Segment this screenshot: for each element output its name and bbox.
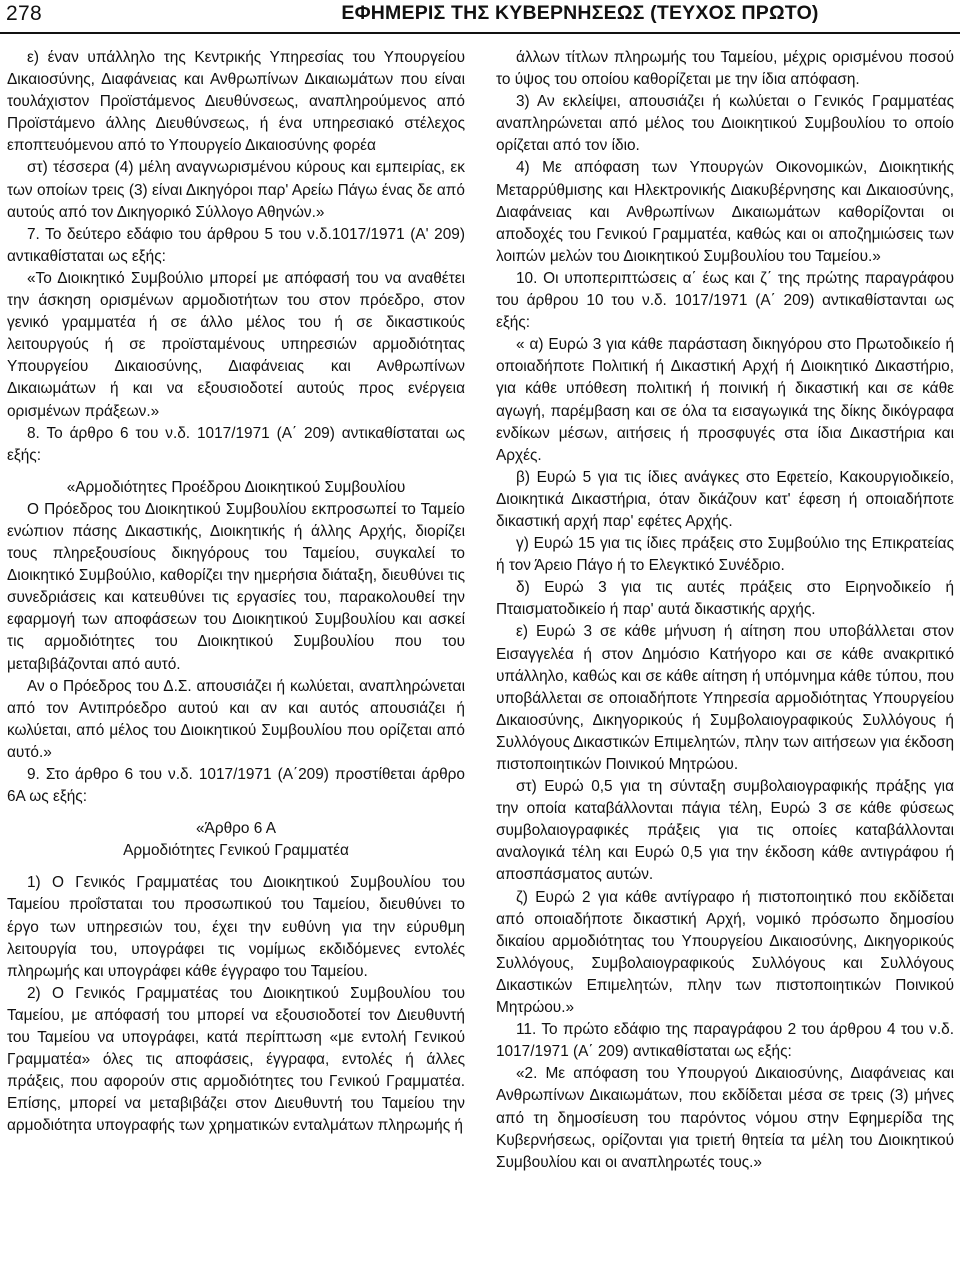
- paragraph: «2. Με απόφαση του Υπουργού Δικαιοσύνης, Διαφάνειας και Ανθρωπίνων Δικαιωμάτων, που εκδίδεται μέσα σε τρεις (3) μήνες από τη δημοσίευση του παρόντος νόμου στην Εφημερίδα της Κυβερνήσεως, ορίζονται για τριετή θητεία τα μέλη του Διοικητικού Συμβουλίου και οι αναπληρωτές τους.»: [496, 1065, 954, 1171]
- section-heading: «Αρμοδιότητες Προέδρου Διοικητικού Συμβουλίου: [66, 478, 406, 496]
- paragraph: 11. Το πρώτο εδάφιο της παραγράφου 2 του άρθρου 4 του ν.δ. 1017/1971 (Α΄ 209) αντικαθίσταται ως εξής:: [496, 1021, 954, 1061]
- paragraph: 9. Στο άρθρο 6 του ν.δ. 1017/1971 (Α΄209) προστίθεται άρθρο 6Α ως εξής:: [7, 766, 465, 806]
- paragraph: 2) Ο Γενικός Γραμματέας του Διοικητικού Συμβουλίου του Ταμείου, με απόφασή του μπορεί να εξουσιοδοτεί τον Διευθυντή του Ταμείου να υπογράφει, κατά περίπτωση «με εντολή Γενικού Γραμματέα» όλες τις αποφάσεις, έγγραφα, εντολές ή άλλες πράξεις, που αφορούν στις αρμοδιότητες του Γενικού Γραμματέα. Επίσης, μπορεί να μεταβιβάζει στον Διευθυντή του Ταμείου την αρμοδιότητα υπογραφής των χρηματικών ενταλμάτων πληρωμής ή: [7, 984, 465, 1135]
- header-divider: [0, 32, 960, 34]
- paragraph: γ) Ευρώ 15 για τις ίδιες πράξεις στο Συμβούλιο της Επικρατείας ή τον Άρειο Πάγο ή το Ελεγκτικό Συνέδριο.: [496, 535, 954, 575]
- paragraph: « α) Ευρώ 3 για κάθε παράσταση δικηγόρου στο Πρωτοδικείο ή οποιαδήποτε Πολιτική ή Δικαστική Αρχή ή Διοικητικό Δικαστήριο, για κάθε υπόθεση πολιτική ή ποινική ή δικαστική και σε κάθε αγωγή, παρέμβαση και σε όλα τα εισαγωγικά της δίκης δικόγραφα ενδίκων μέσων, αιτήσεις ή προσφυγές στα ίδια Δικαστήρια και Αρχές.: [496, 336, 954, 464]
- paragraph: «Το Διοικητικό Συμβούλιο μπορεί με απόφασή του να αναθέτει την άσκηση ορισμένων αρμοδιοτήτων του στον πρόεδρο, στον γενικό γραμματέα ή σε άλλο μέλος του ή σε δικαστικούς λειτουργούς ή σε προϊσταμένους υπηρεσιών αρμοδιότητας Υπουργείου Δικαιοσύνης, Διαφάνειας και Ανθρωπίνων Δικαιωμάτων ή και να εξουσιοδοτεί αυτούς προς ενέργεια ορισμένων πράξεων.»: [7, 269, 465, 420]
- paragraph: ε) έναν υπάλληλο της Κεντρικής Υπηρεσίας του Υπουργείου Δικαιοσύνης, Διαφάνειας και Ανθρωπίνων Δικαιωμάτων που είναι τουλάχιστον Προϊστάμενος Διευθύνσεως, αναπληρούμενος από Προϊστάμενο άλλης Διευθύνσεως, ή ένα υπηρεσιακό στέλεχος εποπτευόμενου από το Υπουργείο Δικαιοσύνης φορέα: [7, 49, 465, 155]
- page-header: [0, 0, 960, 32]
- paragraph: στ) Ευρώ 0,5 για τη σύνταξη συμβολαιογραφικής πράξης για την οποία καταβάλλονται πάγια τέλη, Ευρώ 3 σε κάθε φύσεως συμβολαιογραφικές πράξεις για τις οποίες καταβάλλονται αναλογικά τέλη και Ευρώ 0,5 για την έκδοση κάθε αντιγράφου ή αποσπάσματος αυτών.: [496, 778, 954, 884]
- paragraph: 8. Το άρθρο 6 του ν.δ. 1017/1971 (Α΄ 209) αντικαθίσταται ως εξής:: [7, 424, 465, 464]
- paragraph: στ) τέσσερα (4) μέλη αναγνωρισμένου κύρους και εμπειρίας, εκ των οποίων τρεις (3) είναι Δικηγόροι παρ' Αρείω Πάγω ένας δε από αυτούς από τον Δικηγορικό Σύλλογο Αθηνών.»: [7, 159, 465, 221]
- paragraph: ε) Ευρώ 3 σε κάθε μήνυση ή αίτηση που υποβάλλεται στον Εισαγγελέα ή στον Δημόσιο Κατήγορο και σε κάθε ανακριτικό υπάλληλο, καθώς και σε κάθε αίτηση ή υπόμνημα κάθε τύπου, που υποβάλλεται σε οποιαδήποτε Υπηρεσία αρμοδιότητας Υπουργείου Δικαιοσύνης, Δικηγορικούς ή Συμβολαιογραφικούς Συλλόγους ή Συλλόγους Δικαστικών Επιμελητών, πλην των αιτήσεων για έκδοση πιστοποιητικών Ποινικού Μητρώου.: [496, 623, 954, 773]
- paragraph: 7. Το δεύτερο εδάφιο του άρθρου 5 του ν.δ.1017/1971 (Α' 209) αντικαθίσταται ως εξής:: [7, 225, 465, 265]
- journal-title: ΕΦΗΜΕΡΙΣ ΤΗΣ ΚΥΒΕΡΝΗΣΕΩΣ (ΤΕΥΧΟΣ ΠΡΩΤΟ): [341, 2, 819, 24]
- article-heading: «Άρθρο 6 Α: [196, 820, 276, 838]
- paragraph: δ) Ευρώ 3 για τις αυτές πράξεις στο Ειρηνοδικείο ή Πταισματοδικείο ή παρ' αυτά δικαστικής αρχής.: [496, 579, 954, 619]
- paragraph: Αν ο Πρόεδρος του Δ.Σ. απουσιάζει ή κωλύεται, αναπληρώνεται από τον Αντιπρόεδρο αυτού και αν και αυτός απουσιάζει ή κωλύεται, από μέλος του Διοικητικού Συμβουλίου που ορίζεται από αυτό.»: [7, 677, 465, 761]
- paragraph: Ο Πρόεδρος του Διοικητικού Συμβουλίου εκπροσωπεί το Ταμείο ενώπιον πάσης Δικαστικής, Διοικητικής ή άλλης Αρχής, διορίζει τους πληρεξουσίους δικηγόρους του Ταμείου, συγκαλεί το Διοικητικό Συμβούλιο, καθορίζει την ημερήσια διάταξη, διευθύνει τις συνεδριάσεις και κατευθύνει τις εργασίες του, παρακολουθεί την εφαρμογή των αποφάσεων του Διοικητικού Συμβουλίου και ασκεί τις αρμοδιότητες του Διοικητικού Συμβουλίου που του μεταβιβάζονται από αυτό.: [7, 500, 465, 673]
- paragraph: 4) Με απόφαση των Υπουργών Οικονομικών, Διοικητικής Μεταρρύθμισης και Ηλεκτρονικής Διακυβέρνησης και Δικαιοσύνης, Διαφάνειας και Ανθρωπίνων Δικαιωμάτων καθορίζονται οι αποδοχές του Γενικού Γραμματέα, καθώς και οι αποζημιώσεις των λοιπών μελών του Διοικητικού Συμβουλίου του Ταμείου.»: [496, 159, 954, 265]
- right-column: [496, 47, 954, 1262]
- paragraph: 1) Ο Γενικός Γραμματέας του Διοικητικού Συμβουλίου του Ταμείου προΐσταται του προσωπικού του Ταμείου, διευθύνει το έργο των υπηρεσιών του, έχει την ευθύνη για την εύρυθμη λειτουργία του, υπογράφει τις νομίμως εκδιδόμενες εντολές πληρωμής και υπογράφει κάθε έγγραφο του Ταμείου.: [7, 874, 465, 980]
- article-subtitle: Αρμοδιότητες Γενικού Γραμματέα: [123, 842, 349, 860]
- paragraph: 10. Οι υποπεριπτώσεις α΄ έως και ζ΄ της πρώτης παραγράφου του άρθρου 10 του ν.δ. 1017/1971 (Α΄ 209) αντικαθίστανται ως εξής:: [496, 269, 954, 332]
- page-number: 278: [6, 2, 42, 25]
- paragraph: 3) Αν εκλείψει, απουσιάζει ή κωλύεται ο Γενικός Γραμματέας αναπληρώνεται από μέλος του Διοικητικού Συμβουλίου το οποίο ορίζεται από τον ίδιο.: [496, 93, 954, 155]
- left-column: [7, 47, 465, 1262]
- paragraph: άλλων τίτλων πληρωμής του Ταμείου, μέχρις ορισμένου ποσού το ύψος του οποίου καθορίζεται με την ίδια απόφαση.: [496, 49, 954, 89]
- paragraph: β) Ευρώ 5 για τις ίδιες ανάγκες στο Εφετείο, Κακουργιοδικείο, Διοικητικά Δικαστήρια, όταν δικάζουν κατ' έφεση ή οποιαδήποτε δικαστική αρχή παρ' εφέτες Αρχής.: [496, 468, 954, 530]
- paragraph: ζ) Ευρώ 2 για κάθε αντίγραφο ή πιστοποιητικό που εκδίδεται από οποιαδήποτε δικαστική Αρχή, νομικό πρόσωπο δημοσίου δικαίου αρμοδιότητας του Υπουργείου Δικαιοσύνης, Δικηγορικούς Συλλόγους, Συμβολαιογραφικούς Συλλόγους και Συλλόγους Δικαστικών Επιμελητών, πλην των πιστοποιητικών Ποινικού Μητρώου.»: [496, 888, 954, 1017]
